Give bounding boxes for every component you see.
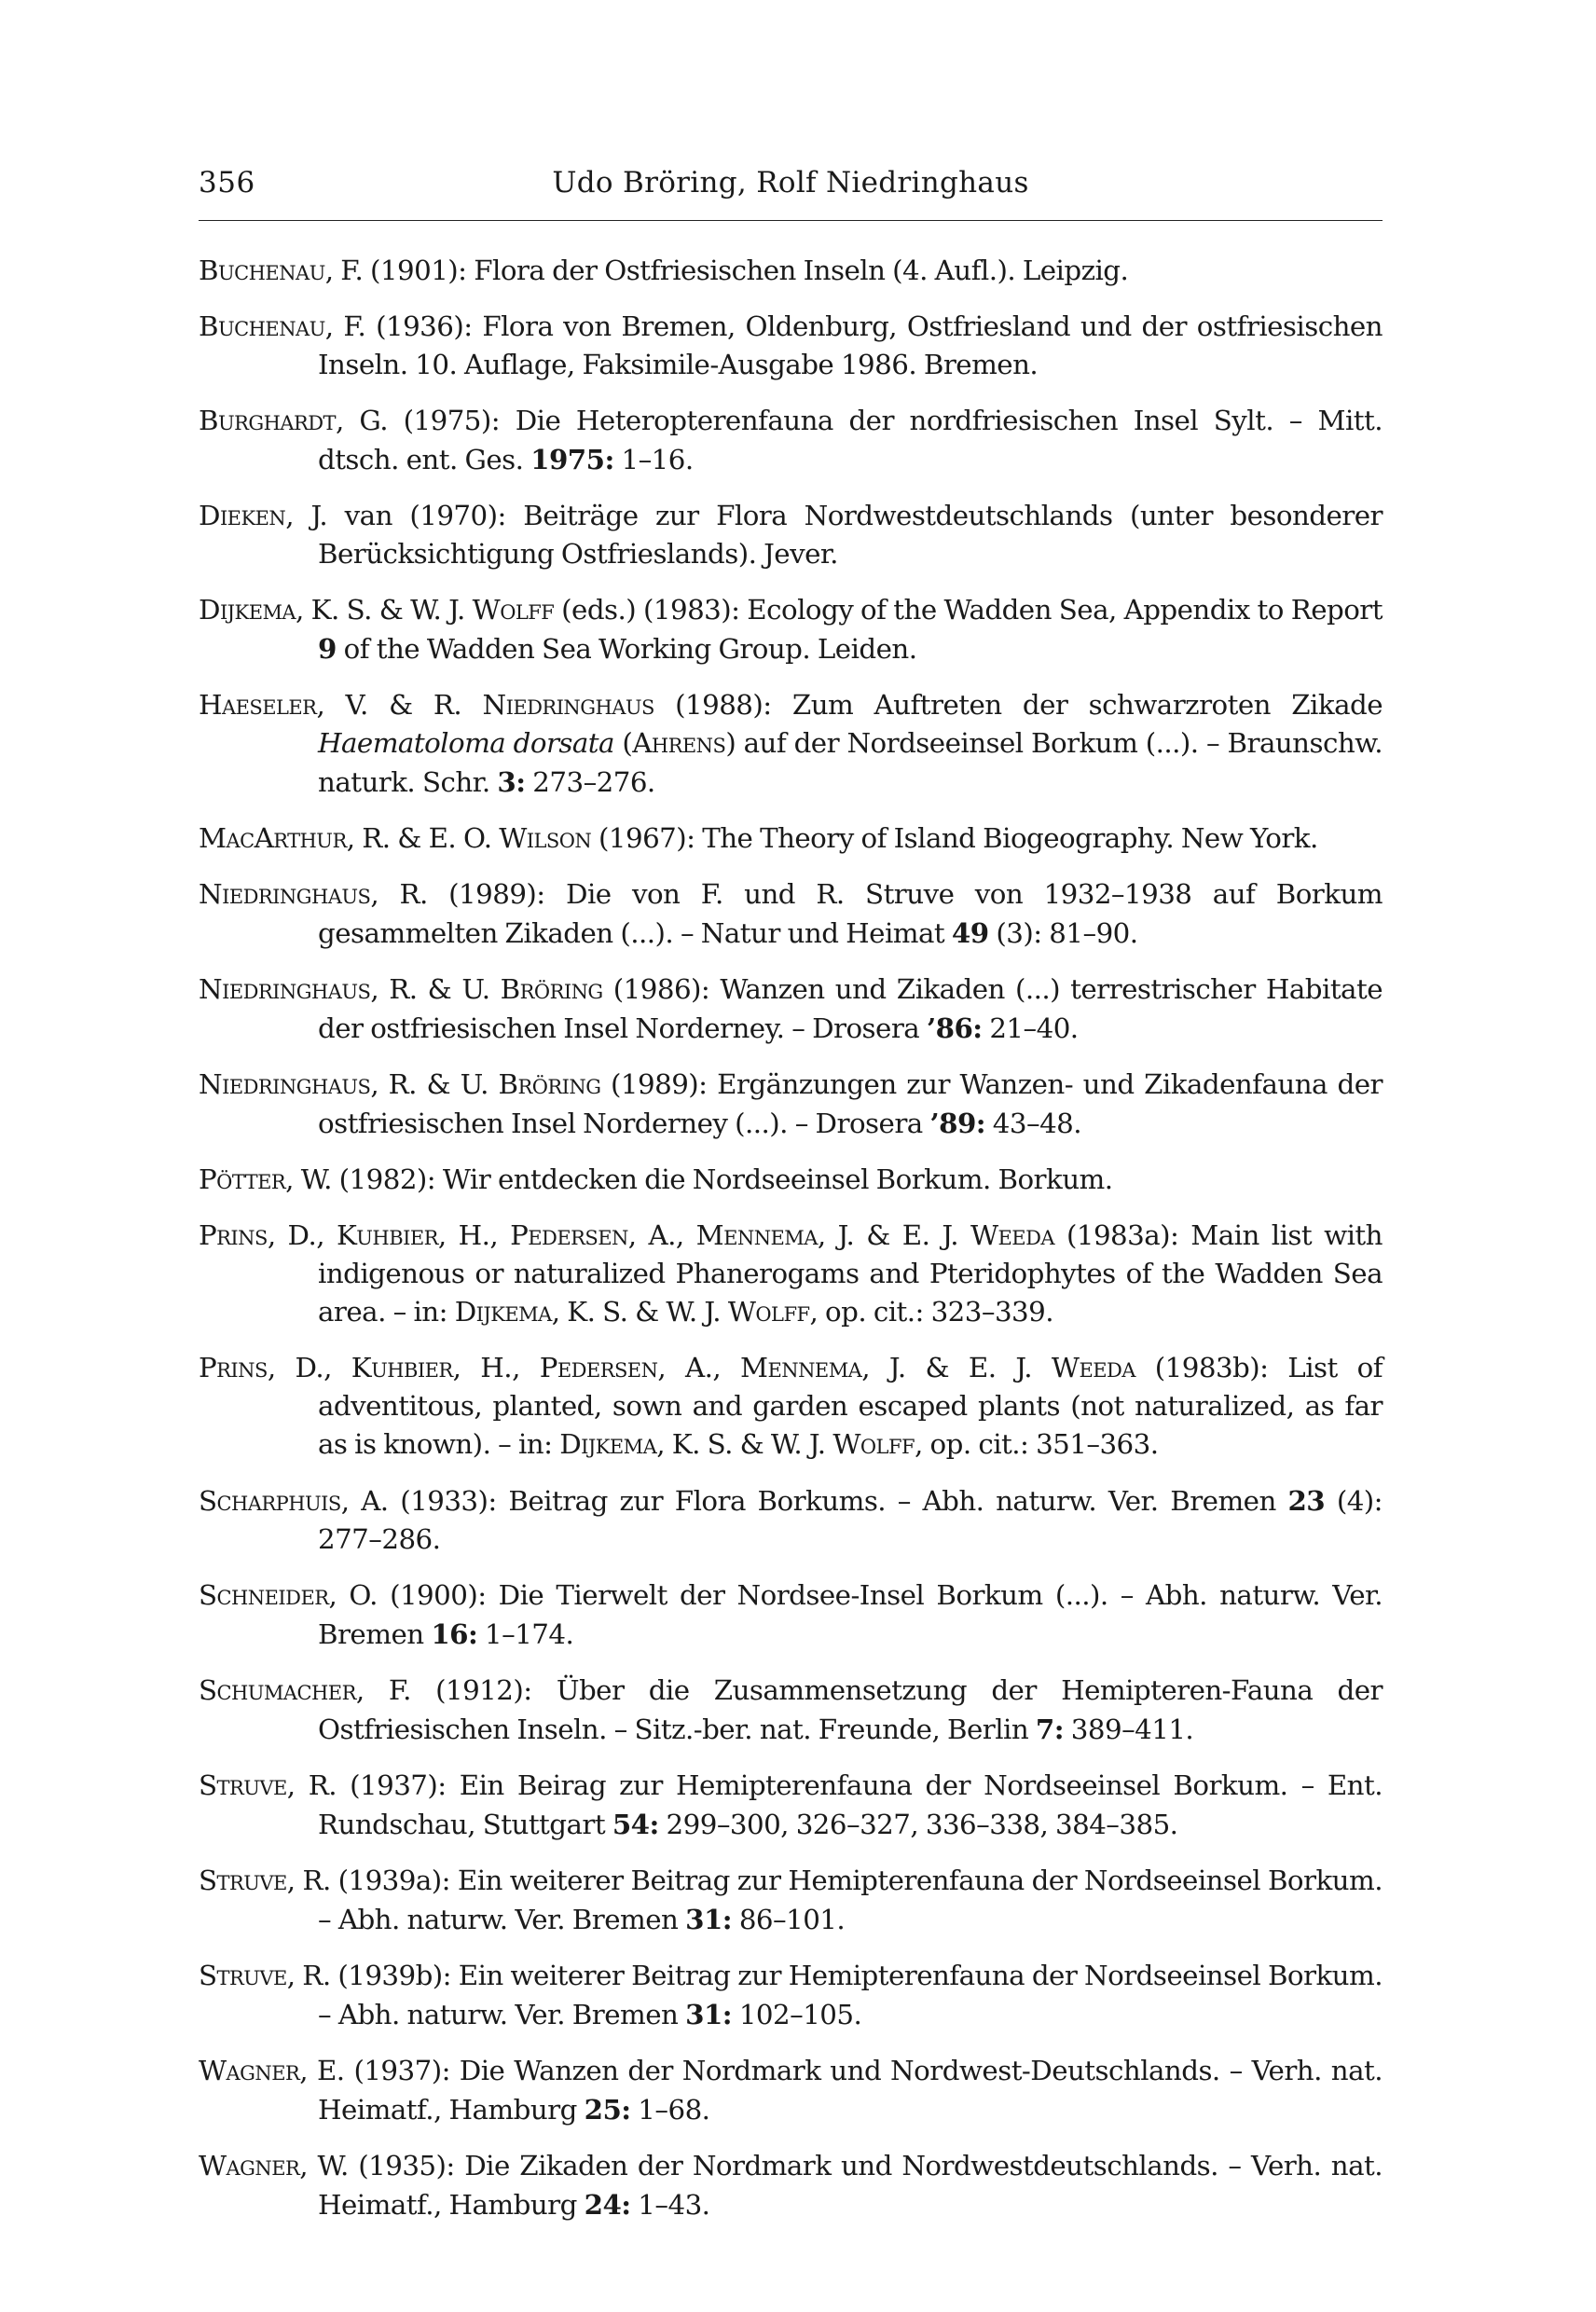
reference-list: [199, 252, 1383, 2242]
ref-author: Buchenau, F.: [199, 255, 364, 286]
ref-author: Niedringhaus, R.: [199, 973, 418, 1005]
ref-text: (1936): Flora von Bremen, Oldenburg, Ostfriesland und der ostfriesischen Inseln. 10. Auflage, Faksimile-Ausgabe 1986. Bremen.: [318, 310, 1383, 380]
ref-volume: 24:: [584, 2188, 631, 2221]
ref-author: Pötter, W.: [199, 1163, 332, 1195]
ref-text: (3): 81–90.: [988, 917, 1138, 949]
ref-text: (1935): Die Zikaden der Nordmark und Nordwestdeutschlands. – Verh. nat. Heimatf., Hamburg: [318, 2150, 1383, 2221]
ref-text: 273–276.: [525, 766, 655, 798]
ref-text: (1967): The Theory of Island Biogeography. New York.: [591, 822, 1318, 854]
ref-text: 102–105.: [732, 1999, 862, 2030]
ref-author: E. J. Weeda: [968, 1352, 1135, 1383]
ref-text: (1986): Wanzen und Zikaden (...) terrestrischer Habitate der ostfriesischen Insel Norderney. – Drosera: [318, 973, 1383, 1044]
ref-volume: 3:: [497, 765, 526, 798]
ref-volume: 31:: [685, 1903, 733, 1935]
ref-author: Niedringhaus, R.: [199, 878, 428, 910]
ref-author: Niedringhaus, R.: [199, 1068, 417, 1100]
ref-text: (4): 277–286.: [318, 1485, 1383, 1555]
reference-entry: [199, 1672, 1383, 1749]
reference-entry: [199, 252, 1383, 290]
ref-author: W. J. Wolff: [666, 1296, 810, 1328]
ref-separator: &: [416, 1068, 461, 1100]
ref-author: Scharphuis, A.: [199, 1485, 389, 1517]
ref-text: (1983b): List of adventitous, planted, sown and garden escaped plants (not naturalized, as far as is known). – in:: [318, 1352, 1383, 1460]
ref-separator: &: [627, 1296, 667, 1328]
ref-text: (1982): Wir entdecken die Nordseeinsel Borkum. Borkum.: [331, 1163, 1113, 1195]
ref-text: 299–300, 326–327, 336–338, 384–385.: [658, 1809, 1178, 1840]
ref-volume: 54:: [612, 1808, 659, 1840]
ref-text: 1–68.: [630, 2094, 710, 2126]
ref-separator: &: [367, 689, 433, 721]
ref-author: Prins, D., Kuhbier, H., Pedersen, A., Mennema, J.: [199, 1219, 855, 1251]
ref-volume: 1975:: [530, 443, 614, 475]
ref-author: Struve, R.: [199, 1769, 337, 1801]
ref-text: (eds.) (1983): Ecology of the Wadden Sea, Appendix to Report: [554, 594, 1383, 626]
ref-author: E. O. Wilson: [428, 822, 592, 854]
ref-author: Schneider, O.: [199, 1579, 378, 1611]
reference-entry: [199, 2147, 1383, 2224]
ref-author: Prins, D., Kuhbier, H., Pedersen, A., Mennema, J.: [199, 1352, 906, 1383]
reference-entry: [199, 1862, 1383, 1939]
ref-author: U. Bröring: [460, 1068, 601, 1100]
ref-author: R. Niedringhaus: [433, 689, 654, 721]
reference-entry: [199, 497, 1383, 573]
ref-author: Haeseler, V.: [199, 689, 368, 721]
reference-entry: [199, 1767, 1383, 1844]
ref-text: , op. cit.: 323–339.: [809, 1296, 1053, 1328]
ref-volume: ’86:: [926, 1012, 983, 1044]
ref-text: 1–174.: [477, 1618, 574, 1650]
ref-author: Dieken, J.: [199, 500, 328, 531]
ref-text: (1988): Zum Auftreten der schwarzroten Zikade: [654, 689, 1383, 721]
ref-text: (1937): Die Wanzen der Nordmark und Nordwest-Deutschlands. – Verh. nat. Heimatf., Hamburg: [318, 2055, 1383, 2126]
reference-entry: [199, 1066, 1383, 1143]
ref-text: , op. cit.: 351–363.: [915, 1428, 1159, 1460]
ref-volume: ’89:: [929, 1107, 986, 1139]
ref-author: W. J. Wolff: [770, 1428, 915, 1460]
reference-entry: [199, 819, 1383, 858]
ref-volume: 31:: [685, 1998, 733, 2030]
ref-volume: 9: [318, 632, 337, 665]
ref-text: (1975): Die Heteropterenfauna der nordfriesischen Insel Sylt. – Mitt. dtsch. ent. Ges.: [318, 405, 1383, 475]
reference-entry: [199, 2052, 1383, 2129]
reference-entry: [199, 591, 1383, 668]
ref-separator: &: [732, 1428, 771, 1460]
ref-text: 1–16.: [613, 444, 694, 475]
reference-entry: [199, 308, 1383, 384]
ref-author: Dijkema, K. S.: [199, 594, 372, 626]
ref-text: ) auf der Nordseeinsel Borkum (...). – Braunschw. naturk. Schr.: [318, 727, 1383, 798]
ref-text: (1901): Flora der Ostfriesischen Inseln (4. Aufl.). Leipzig.: [363, 255, 1129, 286]
ref-volume: 7:: [1035, 1713, 1065, 1745]
ref-text: (1912): Über die Zusammensetzung der Hemipteren-Fauna der Ostfriesischen Inseln. – Sitz.-ber. nat. Freunde, Berlin: [318, 1674, 1383, 1745]
ref-text: (1983a): Main list with indigenous or naturalized Phanerogams and Pteridophytes of the Wadden Sea area. – in:: [318, 1219, 1383, 1328]
reference-entry: [199, 1481, 1383, 1559]
ref-text: (1900): Die Tierwelt der Nordsee-Insel Borkum (...). – Abh. naturw. Ver. Bremen: [318, 1579, 1383, 1650]
ref-author: MacArthur, R.: [199, 822, 391, 854]
ref-author: Dijkema, K. S.: [454, 1296, 628, 1328]
ref-author: Ahrens: [632, 727, 726, 759]
ref-author: Wagner, E.: [199, 2055, 345, 2086]
ref-separator: &: [905, 1352, 969, 1383]
ref-separator: &: [854, 1219, 902, 1251]
reference-entry: [199, 1576, 1383, 1654]
ref-text: 43–48.: [985, 1108, 1082, 1139]
page-header: [199, 166, 1383, 214]
ref-author: U. Bröring: [461, 973, 603, 1005]
ref-author: Dijkema, K. S.: [559, 1428, 733, 1460]
ref-text: (: [613, 727, 633, 759]
ref-text: (1989): Die von F. und R. Struve von 1932–1938 auf Borkum gesammelten Zikaden (...). – Natur und Heimat: [318, 878, 1383, 949]
ref-text: (1939b): Ein weiterer Beitrag zur Hemipterenfauna der Nordseeinsel Borkum. – Abh. naturw. Ver. Bremen: [318, 1960, 1383, 2030]
ref-text: 389–411.: [1064, 1713, 1194, 1745]
reference-entry: [199, 1161, 1383, 1199]
ref-separator: &: [390, 822, 429, 854]
ref-text: (1937): Ein Beirag zur Hemipterenfauna der Nordseeinsel Borkum. – Ent. Rundschau, Stuttgart: [318, 1769, 1383, 1840]
ref-text: (1939a): Ein weiterer Beitrag zur Hemipterenfauna der Nordseeinsel Borkum. – Abh. naturw. Ver. Bremen: [318, 1865, 1383, 1935]
ref-author: Struve, R.: [199, 1960, 331, 1991]
ref-text: of the Wadden Sea Working Group. Leiden.: [336, 633, 917, 665]
ref-author: W. J. Wolff: [410, 594, 555, 626]
running-head: Udo Bröring, Rolf Niedringhaus: [552, 166, 1029, 200]
ref-text: van (1970): Beiträge zur Flora Nordwestdeutschlands (unter besonderer Berücksichtigung Ostfrieslands). Jever.: [318, 500, 1383, 570]
ref-volume: 16:: [431, 1617, 478, 1650]
header-rule: [199, 220, 1383, 221]
ref-text: (1989): Ergänzungen zur Wanzen- und Zikadenfauna der ostfriesischen Insel Norderney (...). – Drosera: [318, 1068, 1383, 1139]
ref-separator: &: [371, 594, 411, 626]
ref-separator: &: [417, 973, 462, 1005]
ref-volume: 49: [951, 916, 989, 949]
reference-entry: [199, 686, 1383, 802]
ref-species: Haematoloma dorsata: [318, 727, 614, 759]
ref-author: Burghardt, G.: [199, 405, 388, 436]
reference-entry: [199, 875, 1383, 953]
ref-text: 1–43.: [630, 2189, 710, 2221]
page-number: 356: [199, 166, 255, 200]
ref-author: Buchenau, F.: [199, 310, 366, 342]
ref-volume: 23: [1287, 1484, 1326, 1517]
reference-entry: [199, 970, 1383, 1048]
reference-entry: [199, 1217, 1383, 1331]
ref-author: Schumacher, F.: [199, 1674, 411, 1706]
ref-text: 86–101.: [732, 1904, 846, 1935]
ref-author: E. J. Weeda: [901, 1219, 1054, 1251]
ref-author: Struve, R.: [199, 1865, 331, 1896]
ref-author: Wagner, W.: [199, 2150, 349, 2181]
reference-entry: [199, 1349, 1383, 1464]
ref-text: (1933): Beitrag zur Flora Borkums. – Abh. naturw. Ver. Bremen: [388, 1485, 1288, 1517]
ref-text: 21–40.: [982, 1012, 1079, 1044]
reference-entry: [199, 402, 1383, 479]
reference-entry: [199, 1957, 1383, 2034]
ref-volume: 25:: [584, 2093, 631, 2126]
